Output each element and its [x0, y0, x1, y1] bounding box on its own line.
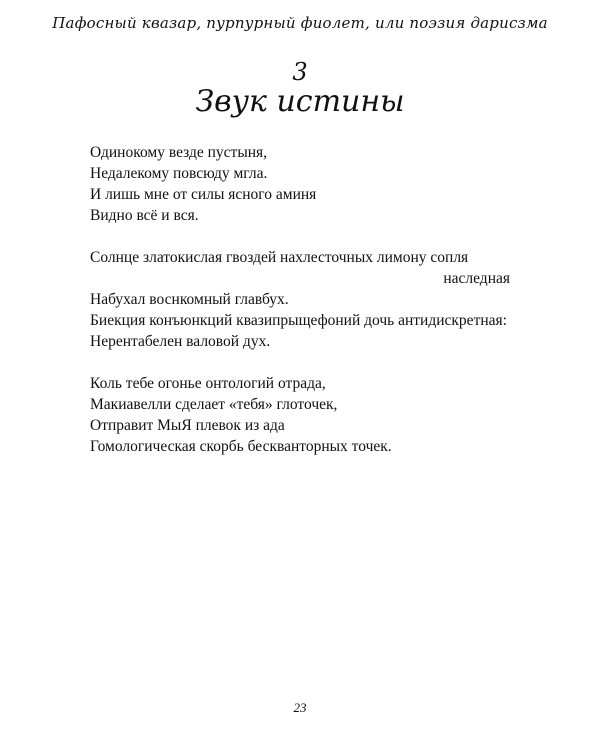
poem-line: Макиавелли сделает «тебя» глоточек, — [90, 396, 338, 413]
stanza-1 — [90, 142, 510, 226]
poem-line-continuation: наследная — [443, 270, 510, 287]
poem-line: Коль тебе огонье онтологий отрада, — [90, 375, 326, 392]
stanza-3 — [90, 373, 510, 457]
poem-body — [90, 142, 510, 478]
stanza-2 — [90, 247, 510, 352]
poem-line: Гомологическая скорбь бескванторных точек. — [90, 438, 392, 455]
poem-line: И лишь мне от силы ясного аминя — [90, 186, 317, 203]
running-header: Пафосный квазар, пурпурный фиолет, или поэзия дарисзма — [52, 14, 548, 32]
chapter-title: Звук истины — [195, 84, 405, 119]
poem-line: Биекция конъюнкций квазипрыщефоний дочь антидискретная: — [90, 312, 507, 329]
poem-line: Солнце златокислая гвоздей нахлесточных лимону сопля — [90, 249, 469, 266]
poem-line: Недалекому повсюду мгла. — [90, 165, 268, 182]
poem-line: Набухал воснкомный главбух. — [90, 291, 289, 308]
poem-line: Одинокому везде пустыня, — [90, 144, 268, 161]
poem-line: Видно всё и вся. — [90, 207, 199, 224]
chapter-number: 3 — [292, 58, 308, 86]
page-number: 23 — [293, 700, 307, 715]
poem-line: Нерентабелен валовой дух. — [90, 333, 271, 350]
poem-line: Отправит МыЯ плевок из ада — [90, 417, 285, 434]
